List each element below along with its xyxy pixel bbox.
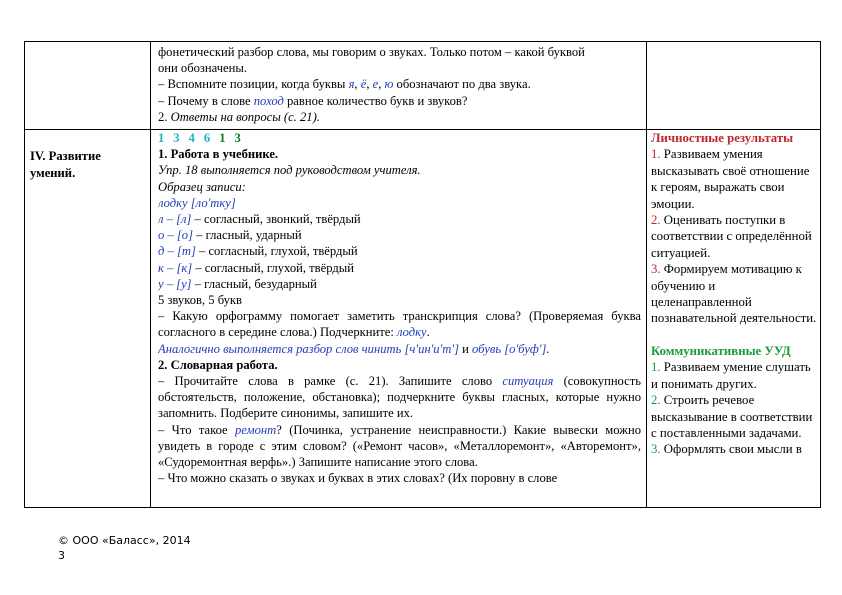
phoneme-line: л – [л] – согласный, звонкий, твёрдый xyxy=(158,212,361,227)
copyright: © ООО «Баласс», 2014 xyxy=(58,534,191,547)
personal-result: 3. Формируем мотивацию к обучению и целенаправленной познавательной деятельности. xyxy=(651,262,817,326)
page-footer xyxy=(58,533,191,563)
communicative-result: 3. Оформлять свои мысли в xyxy=(651,442,802,457)
column-divider-1 xyxy=(150,42,151,507)
vocab-paragraph: – Что можно сказать о звуках и буквах в этих словах? (Их поровну в слове xyxy=(158,471,558,486)
number-markers xyxy=(158,130,641,146)
phoneme-line: к – [к] – согласный, глухой, твёрдый xyxy=(158,260,354,275)
number-marker: 1 xyxy=(158,131,165,145)
answers-line: 2. Ответы на вопросы (с. 21). xyxy=(158,109,320,124)
number-marker: 1 xyxy=(219,131,226,145)
vocab-paragraph: – Что такое ремонт? (Починка, устранение неисправности.) Какие вывески можно увидеть в городе с этим словом? («Ремонт часов», «Металлоремонт», «Авторемонт», «Судоремонтная верфь».) Запишите написание этого слова. xyxy=(158,422,641,470)
section-title: IV. Развитие умений. xyxy=(30,149,101,180)
orthogram-paragraph: – Какую орфограмму помогает заметить транскрипция слова? (Проверяемая буква согласного в середине слова.) Подчеркните: лодку. xyxy=(158,309,641,340)
communicative-title: Коммуникативные УУД xyxy=(651,343,791,358)
top-row-content xyxy=(158,44,641,125)
communicative-result: 1. Развиваем умение слушать и понимать других. xyxy=(651,360,811,391)
vocab-paragraph: – Прочитайте слова в рамке (с. 21). Запишите слово ситуация (совокупность обстоятельств, положение, обстановка); подчеркните буквы гласных, которые нужно запомнить. Подберите синонимы, запишите их. xyxy=(158,374,641,421)
question-line: – Почему в слове поход равное количество букв и звуков? xyxy=(158,93,468,108)
work-title: 1. Работа в учебнике. xyxy=(158,147,279,162)
spacer xyxy=(651,327,818,343)
lesson-table xyxy=(24,41,821,508)
text-line: они обозначены. xyxy=(158,61,247,76)
phoneme-line: о – [о] – гласный, ударный xyxy=(158,228,302,243)
text-line: фонетический разбор слова, мы говорим о звуках. Только потом – какой буквой xyxy=(158,45,585,59)
personal-result: 1. Развиваем умения высказывать своё отношение к героям, выражать свои эмоции. xyxy=(651,147,810,211)
exercise-line: Упр. 18 выполняется под руководством учителя. xyxy=(158,163,421,178)
phoneme-line: у – [у] – гласный, безударный xyxy=(158,276,317,291)
sample-word: лодку [ло'тку] xyxy=(158,195,236,210)
phoneme-line: д – [т] – согласный, глухой, твёрдый xyxy=(158,244,358,259)
number-marker: 6 xyxy=(203,131,211,145)
page-number: 3 xyxy=(58,549,65,562)
analog-line: Аналогично выполняется разбор слов чинить [ч'ин'и'т'] и обувь [о'буф']. xyxy=(158,341,550,356)
main-content xyxy=(158,130,641,486)
number-marker: 3 xyxy=(173,131,180,145)
personal-results-title: Личностные результаты xyxy=(651,131,794,145)
results-column xyxy=(651,130,818,458)
letters-line: – Вспомните позиции, когда буквы я, ё, е, ю обозначают по два звука. xyxy=(158,77,531,92)
column-divider-2 xyxy=(646,42,647,507)
count-line: 5 звуков, 5 букв xyxy=(158,293,242,308)
personal-result: 2. Оценивать поступки в соответствии с определённой ситуацией. xyxy=(651,213,812,260)
vocab-title: 2. Словарная работа. xyxy=(158,357,278,372)
sample-title: Образец записи: xyxy=(158,179,246,194)
number-marker: 4 xyxy=(188,131,195,145)
number-marker: 3 xyxy=(234,131,241,145)
communicative-result: 2. Строить речевое высказывание в соответствии с поставленными задачами. xyxy=(651,393,813,440)
